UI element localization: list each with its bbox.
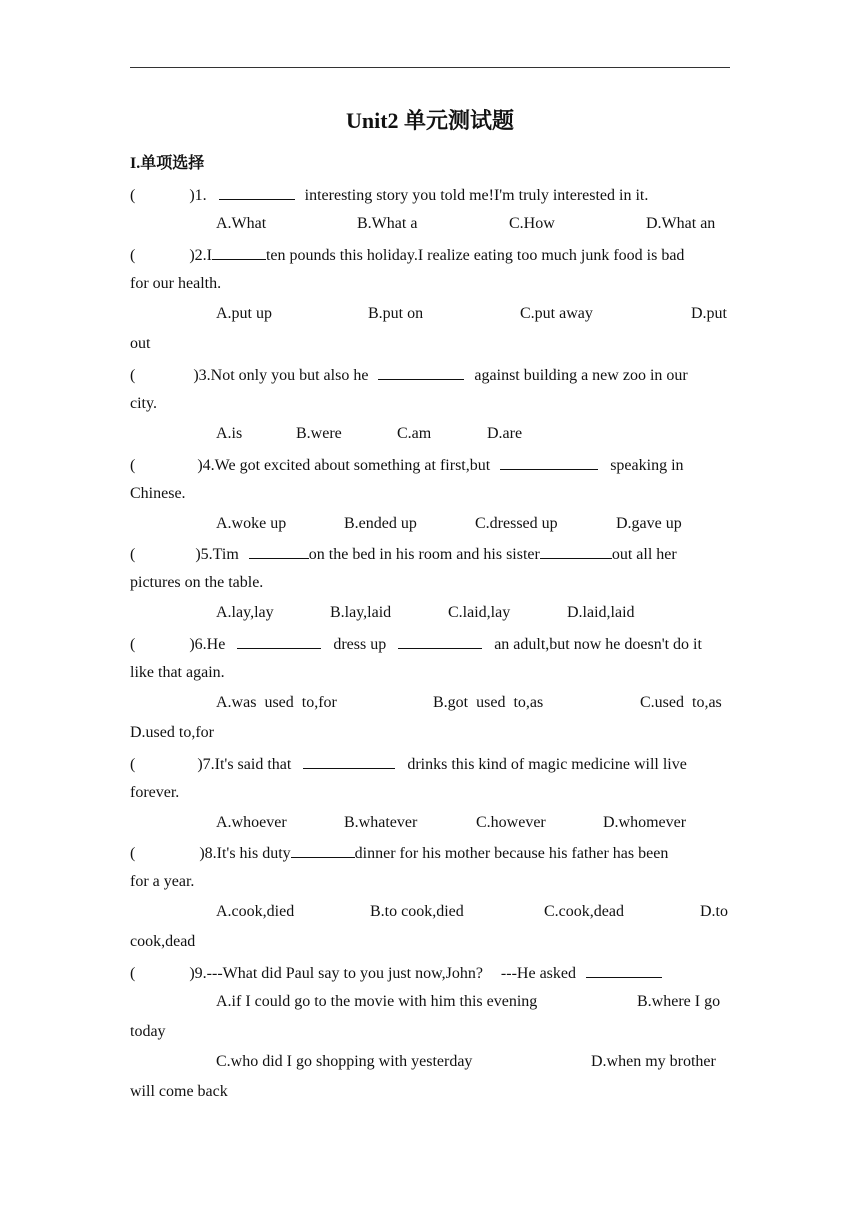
- question-9: [130, 962, 730, 984]
- q6-text-1: dress up: [333, 636, 387, 653]
- answer-blank[interactable]: [237, 633, 321, 649]
- option[interactable]: A.What: [216, 215, 267, 232]
- option[interactable]: D.are: [487, 425, 523, 442]
- answer-blank[interactable]: [540, 543, 612, 559]
- answer-blank[interactable]: [500, 454, 598, 470]
- option[interactable]: B.ended up: [344, 515, 417, 532]
- paren-open: (: [130, 756, 136, 773]
- paren-open: (: [130, 845, 136, 862]
- q1-text: interesting story you told me!I'm truly interested in it.: [304, 187, 649, 204]
- q4-number: )4.We got excited about something at first,but: [197, 457, 491, 474]
- option[interactable]: C.cook,dead: [544, 903, 624, 920]
- option[interactable]: D.whomever: [603, 814, 687, 831]
- q8-continuation: for a year.: [130, 873, 195, 890]
- option[interactable]: A.woke up: [216, 515, 287, 532]
- q3-text: against building a new zoo in our: [474, 367, 688, 384]
- q6-continuation: like that again.: [130, 664, 225, 681]
- paren-open: (: [130, 367, 136, 384]
- q9-number: )9.---What did Paul say to you just now,John?: [189, 965, 483, 982]
- q9-option-d[interactable]: D.when my brother: [591, 1053, 716, 1070]
- option[interactable]: C.put away: [520, 305, 593, 322]
- option[interactable]: B.whatever: [344, 814, 418, 831]
- q2-option-continuation: out: [130, 335, 151, 352]
- section-heading: I.单项选择: [130, 155, 205, 172]
- page-title: Unit2 单元测试题: [345, 108, 515, 133]
- header-rule: [130, 67, 730, 68]
- q6-option-continuation[interactable]: D.used to,for: [130, 724, 214, 741]
- paren-open: (: [130, 457, 136, 474]
- q7-continuation: forever.: [130, 784, 180, 801]
- answer-blank[interactable]: [291, 842, 355, 858]
- option[interactable]: B.were: [296, 425, 342, 442]
- q3-continuation: city.: [130, 395, 157, 412]
- q9-option-a[interactable]: A.if I could go to the movie with him this evening: [216, 993, 538, 1010]
- q7-text: drinks this kind of magic medicine will live: [407, 756, 687, 773]
- paren-open: (: [130, 546, 136, 563]
- option[interactable]: B.to cook,died: [370, 903, 464, 920]
- option[interactable]: C.however: [476, 814, 546, 831]
- q8-text: dinner for his mother because his father has been: [354, 845, 669, 862]
- option[interactable]: A.was used to,for: [216, 694, 337, 711]
- option[interactable]: A.is: [216, 425, 243, 442]
- option[interactable]: D.What an: [646, 215, 716, 232]
- option[interactable]: B.got used to,as: [433, 694, 544, 711]
- q1-number: )1.: [189, 187, 207, 204]
- option[interactable]: A.whoever: [216, 814, 287, 831]
- option[interactable]: C.am: [397, 425, 432, 442]
- answer-blank[interactable]: [249, 543, 309, 559]
- answer-blank[interactable]: [212, 244, 266, 260]
- question-4: [130, 454, 730, 476]
- option[interactable]: D.to: [700, 903, 728, 920]
- option[interactable]: A.put up: [216, 305, 272, 322]
- paren-open: (: [130, 965, 136, 982]
- q9-text: ---He asked: [500, 965, 576, 982]
- question-2: [130, 244, 730, 266]
- option[interactable]: D.put: [691, 305, 727, 322]
- q6-text-2: an adult,but now he doesn't do it: [494, 636, 702, 653]
- q9-option-b-continuation: today: [130, 1023, 166, 1040]
- question-1: [130, 184, 730, 206]
- question-8: [130, 842, 730, 864]
- q2-continuation: for our health.: [130, 275, 222, 292]
- q2-text: ten pounds this holiday.I realize eating too much junk food is bad: [265, 247, 685, 264]
- answer-blank[interactable]: [219, 184, 295, 200]
- question-3: [130, 364, 730, 386]
- question-5: [130, 543, 730, 565]
- answer-blank[interactable]: [378, 364, 464, 380]
- question-6: [130, 633, 730, 655]
- question-7: [130, 753, 730, 775]
- option[interactable]: C.How: [509, 215, 555, 232]
- q9-option-c[interactable]: C.who did I go shopping with yesterday: [216, 1053, 473, 1070]
- q5-continuation: pictures on the table.: [130, 574, 264, 591]
- paren-open: (: [130, 636, 136, 653]
- q4-text: speaking in: [610, 457, 684, 474]
- answer-blank[interactable]: [398, 633, 482, 649]
- q8-number: )8.It's his duty: [199, 845, 291, 862]
- q2-number: )2.I: [189, 247, 212, 264]
- option[interactable]: D.gave up: [616, 515, 682, 532]
- option[interactable]: B.What a: [357, 215, 418, 232]
- option[interactable]: A.cook,died: [216, 903, 295, 920]
- option[interactable]: B.lay,laid: [330, 604, 392, 621]
- option[interactable]: C.dressed up: [475, 515, 558, 532]
- q5-number: )5.Tim: [195, 546, 239, 563]
- q9-option-d-continuation: will come back: [130, 1083, 228, 1100]
- q4-continuation: Chinese.: [130, 485, 186, 502]
- answer-blank[interactable]: [303, 753, 395, 769]
- option[interactable]: D.laid,laid: [567, 604, 635, 621]
- q7-number: )7.It's said that: [197, 756, 292, 773]
- option[interactable]: B.put on: [368, 305, 424, 322]
- paren-open: (: [130, 187, 136, 204]
- paren-open: (: [130, 247, 136, 264]
- q8-option-continuation: cook,dead: [130, 933, 196, 950]
- q5-text-1: on the bed in his room and his sister: [308, 546, 540, 563]
- q3-number: )3.Not only you but also he: [193, 367, 369, 384]
- q9-option-b[interactable]: B.where I go: [637, 993, 721, 1010]
- option[interactable]: C.laid,lay: [448, 604, 511, 621]
- option[interactable]: C.used to,as: [640, 694, 722, 711]
- q6-number: )6.He: [189, 636, 226, 653]
- answer-blank[interactable]: [586, 962, 662, 978]
- q5-text-2: out all her: [611, 546, 677, 563]
- option[interactable]: A.lay,lay: [216, 604, 274, 621]
